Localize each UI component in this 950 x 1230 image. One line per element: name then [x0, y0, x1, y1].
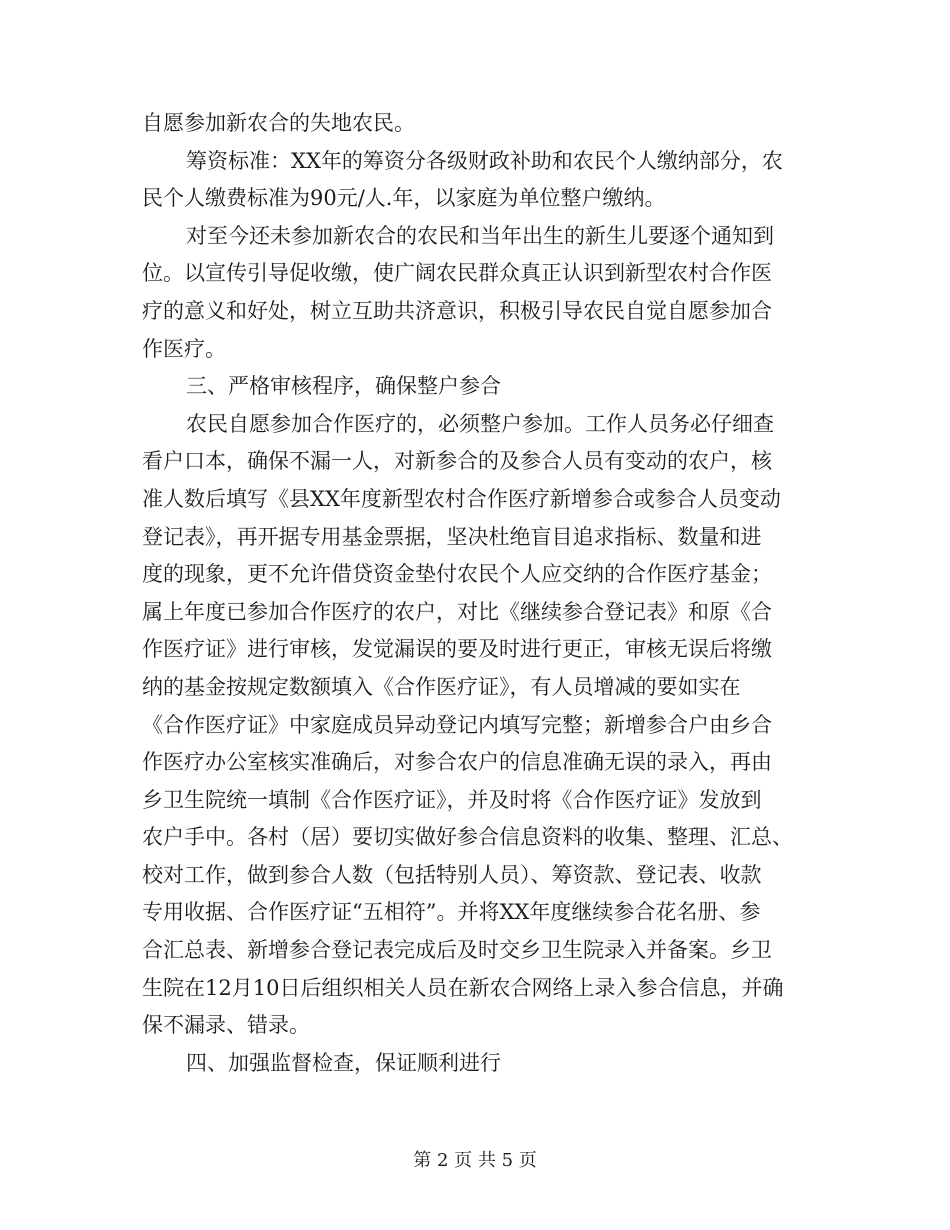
text-line: 生院在12月10日后组织相关人员在新农合网络上录入参合信息，并确: [142, 975, 784, 1000]
text-line: 疗的意义和好处，树立互助共济意识，积极引导农民自觉自愿参加合: [142, 298, 772, 323]
text-line: 作医疗证》进行审核，发觉漏误的要及时进行更正，审核无误后将缴: [142, 637, 772, 662]
text-line: 乡卫生院统一填制《合作医疗证》，并及时将《合作医疗证》发放到: [142, 787, 762, 812]
text-line: 农民自愿参加合作医疗的，必须整户参加。工作人员务必仔细查: [186, 411, 774, 436]
text-line: 四、加强监督检查，保证顺利进行: [186, 1050, 501, 1075]
text-line: 对至今还未参加新农合的农民和当年出生的新生儿要逐个通知到: [186, 223, 774, 248]
text-line: 纳的基金按规定数额填入《合作医疗证》，有人员增减的要如实在: [142, 674, 741, 699]
text-line: 专用收据、合作医疗证“五相符”。并将XX年度继续参合花名册、参: [142, 900, 761, 925]
text-line: 合汇总表、新增参合登记表完成后及时交乡卫生院录入并备案。乡卫: [142, 938, 772, 963]
document-body: [142, 105, 814, 1082]
text-line: 看户口本，确保不漏一人，对新参合的及参合人员有变动的农户，核: [142, 449, 772, 474]
text-line: 作医疗办公室核实准确后，对参合农户的信息准确无误的录入，再由: [142, 750, 772, 775]
text-line: 登记表》，再开据专用基金票据，坚决杜绝盲目追求指标、数量和进: [142, 524, 762, 549]
page-footer: [0, 1148, 950, 1174]
text-line: 准人数后填写《县XX年度新型农村合作医疗新增参合或参合人员变动: [142, 486, 781, 511]
text-line: 筹资标准：XX年的筹资分各级财政补助和农民个人缴纳部分，农: [186, 148, 783, 173]
text-line: 度的现象，更不允许借贷资金垫付农民个人应交纳的合作医疗基金；: [142, 562, 772, 587]
text-line: 属上年度已参加合作医疗的农户，对比《继续参合登记表》和原《合: [142, 599, 772, 624]
page-number-label: 第 2 页 共 5 页: [413, 1150, 537, 1171]
text-line: 民个人缴费标准为90元/人.年，以家庭为单位整户缴纳。: [142, 186, 666, 211]
text-line: 农户手中。各村（居）要切实做好参合信息资料的收集、整理、汇总、: [142, 825, 793, 850]
text-line: 位。以宣传引导促收缴，使广阔农民群众真正认识到新型农村合作医: [142, 261, 772, 286]
text-line: 自愿参加新农合的失地农民。: [142, 111, 415, 135]
text-line: 《合作医疗证》中家庭成员异动登记内填写完整；新增参合户由乡合: [142, 712, 772, 737]
text-line: 作医疗。: [142, 336, 226, 361]
text-line: 三、严格审核程序，确保整户参合: [186, 374, 501, 399]
text-line: 校对工作，做到参合人数（包括特别人员）、筹资款、登记表、收款: [142, 862, 762, 887]
text-line: 保不漏录、错录。: [142, 1013, 310, 1038]
